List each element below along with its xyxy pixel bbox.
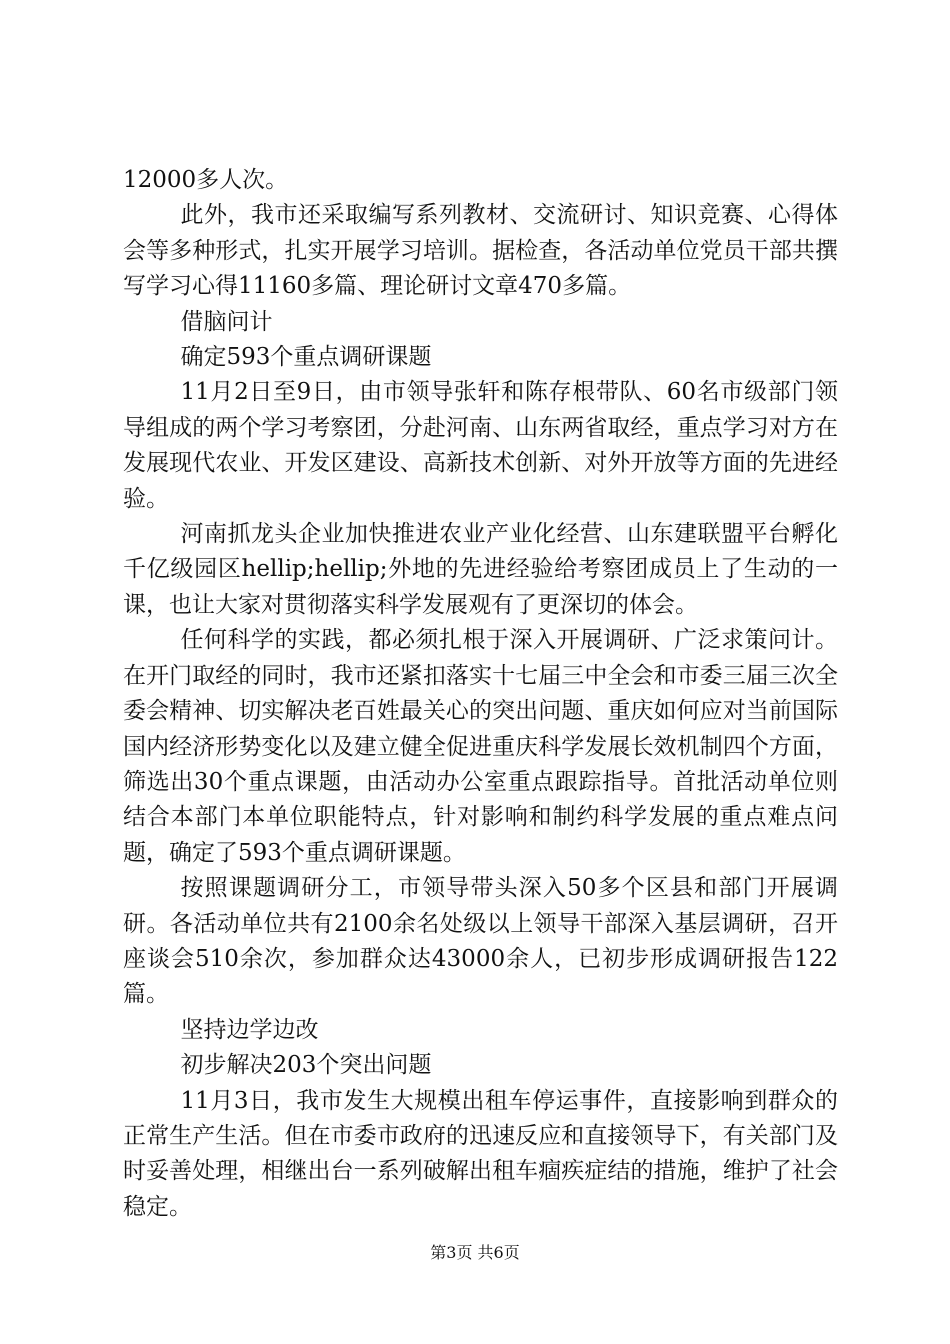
paragraph: 12000多人次。 xyxy=(123,167,289,193)
section-subheading: 确定593个重点调研课题 xyxy=(180,344,432,371)
paragraph: 此外，我市还采取编写系列教材、交流研讨、知识竞赛、心得体会等多种形式，扎实开展学习培训。据检查，各活动单位党员干部共撰写学习心得11160多篇、理论研讨文章470多篇。 xyxy=(123,202,838,300)
section-heading: 借脑问计 xyxy=(180,308,273,335)
section-heading: 坚持边学边改 xyxy=(180,1016,319,1043)
paragraph: 任何科学的实践，都必须扎根于深入开展调研、广泛求策问计。在开门取经的同时，我市还紧扣落实十七届三中全会和市委三届三次全委会精神、切实解决老百姓最关心的突出问题、重庆如何应对当前国际国内经济形势变化以及建立健全促进重庆科学发展长效机制四个方面，筛选出30个重点课题，由活动办公室重点跟踪指导。首批活动单位则结合本部门本单位职能特点，针对影响和制约科学发展的重点难点问题，确定了593个重点调研课题。 xyxy=(123,627,838,866)
document-body xyxy=(123,163,838,1225)
paragraph: 11月2日至9日，由市领导张轩和陈存根带队、60名市级部门领导组成的两个学习考察团，分赴河南、山东两省取经，重点学习对方在发展现代农业、开发区建设、高新技术创新、对外开放等方面的先进经验。 xyxy=(123,379,838,512)
paragraph: 11月3日，我市发生大规模出租车停运事件，直接影响到群众的正常生产生活。但在市委市政府的迅速反应和直接领导下，有关部门及时妥善处理，相继出台一系列破解出租车痼疾症结的措施，维护了社会稳定。 xyxy=(123,1087,838,1220)
page-number: 第3页 共6页 xyxy=(430,1243,520,1262)
section-subheading: 初步解决203个突出问题 xyxy=(180,1052,432,1079)
paragraph: 河南抓龙头企业加快推进农业产业化经营、山东建联盟平台孵化千亿级园区hellip;hellip;外地的先进经验给考察团成员上了生动的一课，也让大家对贯彻落实科学发展观有了更深切的体会。 xyxy=(123,521,838,618)
page-footer xyxy=(0,1240,950,1263)
paragraph: 按照课题调研分工，市领导带头深入50多个区县和部门开展调研。各活动单位共有2100余名处级以上领导干部深入基层调研，召开座谈会510余次，参加群众达43000余人，已初步形成调研报告122篇。 xyxy=(123,875,838,1008)
